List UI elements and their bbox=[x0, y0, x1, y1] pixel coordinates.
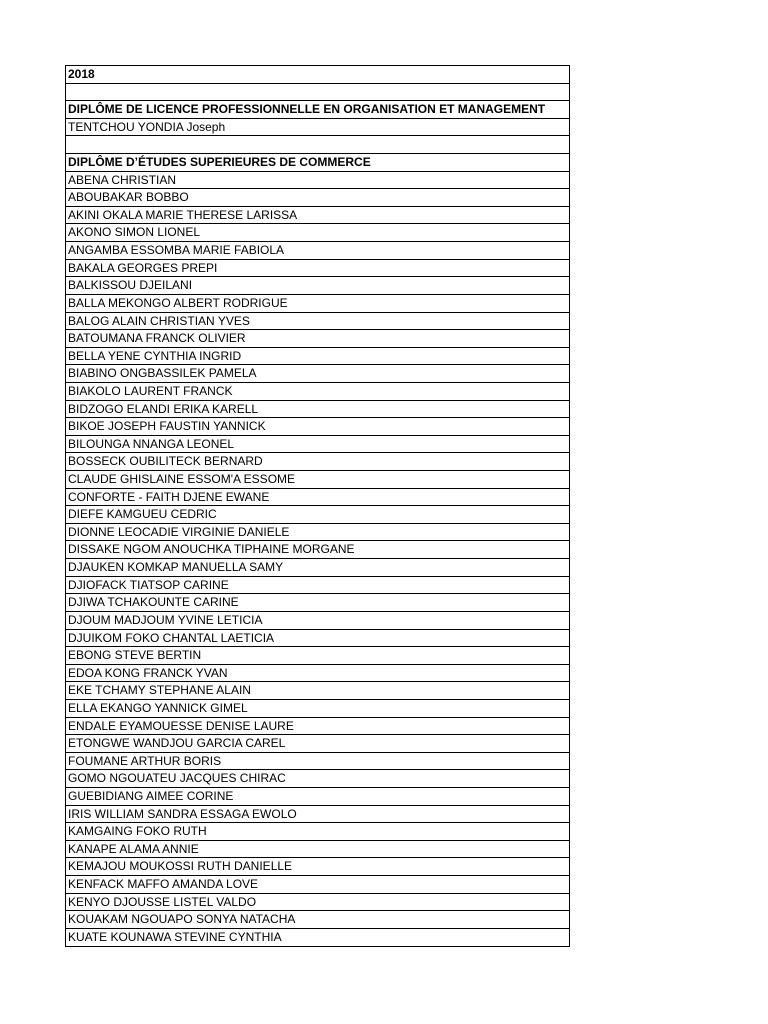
table-row: BOSSECK OUBILITECK BERNARD bbox=[66, 453, 569, 471]
table-row: DJUIKOM FOKO CHANTAL LAETICIA bbox=[66, 630, 569, 648]
table-row: GOMO NGOUATEU JACQUES CHIRAC bbox=[66, 770, 569, 788]
table-row: KENFACK MAFFO AMANDA LOVE bbox=[66, 876, 569, 894]
table-row: EKE TCHAMY STEPHANE ALAIN bbox=[66, 682, 569, 700]
table-row: BILOUNGA NNANGA LEONEL bbox=[66, 436, 569, 454]
table-row: EDOA KONG FRANCK YVAN bbox=[66, 665, 569, 683]
table-row: ANGAMBA ESSOMBA MARIE FABIOLA bbox=[66, 242, 569, 260]
table-row: DJAUKEN KOMKAP MANUELLA SAMY bbox=[66, 559, 569, 577]
table-row: TENTCHOU YONDIA Joseph bbox=[66, 119, 569, 137]
table-row: DJOUM MADJOUM YVINE LETICIA bbox=[66, 612, 569, 630]
table-row: ABENA CHRISTIAN bbox=[66, 172, 569, 190]
table-row: DJIOFACK TIATSOP CARINE bbox=[66, 577, 569, 595]
table-row: KUATE KOUNAWA STEVINE CYNTHIA bbox=[68, 929, 282, 944]
table-row: AKONO SIMON LIONEL bbox=[66, 224, 569, 242]
table-row: KANAPE ALAMA ANNIE bbox=[66, 841, 569, 859]
table-row: ELLA EKANGO YANNICK GIMEL bbox=[66, 700, 569, 718]
table-row: BALKISSOU DJEILANI bbox=[66, 277, 569, 295]
table-row: FOUMANE ARTHUR BORIS bbox=[66, 753, 569, 771]
table-row: ETONGWE WANDJOU GARCIA CAREL bbox=[66, 735, 569, 753]
table-row: BELLA YENE CYNTHIA INGRID bbox=[66, 348, 569, 366]
table-row: ABOUBAKAR BOBBO bbox=[66, 189, 569, 207]
table-row: BALOG ALAIN CHRISTIAN YVES bbox=[66, 313, 569, 331]
table-row: DJIWA TCHAKOUNTE CARINE bbox=[66, 594, 569, 612]
blank-row bbox=[66, 84, 569, 102]
table-row: BATOUMANA FRANCK OLIVIER bbox=[66, 330, 569, 348]
table-row: AKINI OKALA MARIE THERESE LARISSA bbox=[66, 207, 569, 225]
table-row: KEMAJOU MOUKOSSI RUTH DANIELLE bbox=[66, 858, 569, 876]
table-row: GUEBIDIANG AIMEE CORINE bbox=[66, 788, 569, 806]
table-row: CLAUDE GHISLAINE ESSOM'A ESSOME bbox=[66, 471, 569, 489]
table-row: BAKALA GEORGES PREPI bbox=[66, 260, 569, 278]
year-heading: 2018 bbox=[66, 66, 569, 84]
table-row: KOUAKAM NGOUAPO SONYA NATACHA bbox=[66, 911, 569, 929]
table-row: CONFORTE - FAITH DJENE EWANE bbox=[66, 489, 569, 507]
table-row: ENDALE EYAMOUESSE DENISE LAURE bbox=[66, 718, 569, 736]
table-row: BIKOE JOSEPH FAUSTIN YANNICK bbox=[66, 418, 569, 436]
table-row: EBONG STEVE BERTIN bbox=[66, 647, 569, 665]
table-row: BIABINO ONGBASSILEK PAMELA bbox=[66, 365, 569, 383]
table-row: IRIS WILLIAM SANDRA ESSAGA EWOLO bbox=[66, 806, 569, 824]
graduates-table bbox=[65, 65, 570, 947]
table-row: BIAKOLO LAURENT FRANCK bbox=[66, 383, 569, 401]
table-row: BALLA MEKONGO ALBERT RODRIGUE bbox=[66, 295, 569, 313]
blank-row bbox=[66, 136, 569, 154]
table-row: DIONNE LEOCADIE VIRGINIE DANIELE bbox=[66, 524, 569, 542]
section-heading: DIPLÔME DE LICENCE PROFESSIONNELLE EN ORGANISATION ET MANAGEMENT bbox=[66, 101, 569, 119]
table-row: DISSAKE NGOM ANOUCHKA TIPHAINE MORGANE bbox=[66, 541, 569, 559]
table-row: KENYO DJOUSSE LISTEL VALDO bbox=[66, 894, 569, 912]
section-heading: DIPLÔME D’ÉTUDES SUPERIEURES DE COMMERCE bbox=[66, 154, 569, 172]
table-row: DIEFE KAMGUEU CEDRIC bbox=[66, 506, 569, 524]
table-row: KAMGAING FOKO RUTH bbox=[66, 823, 569, 841]
table-row: BIDZOGO ELANDI ERIKA KARELL bbox=[66, 401, 569, 419]
